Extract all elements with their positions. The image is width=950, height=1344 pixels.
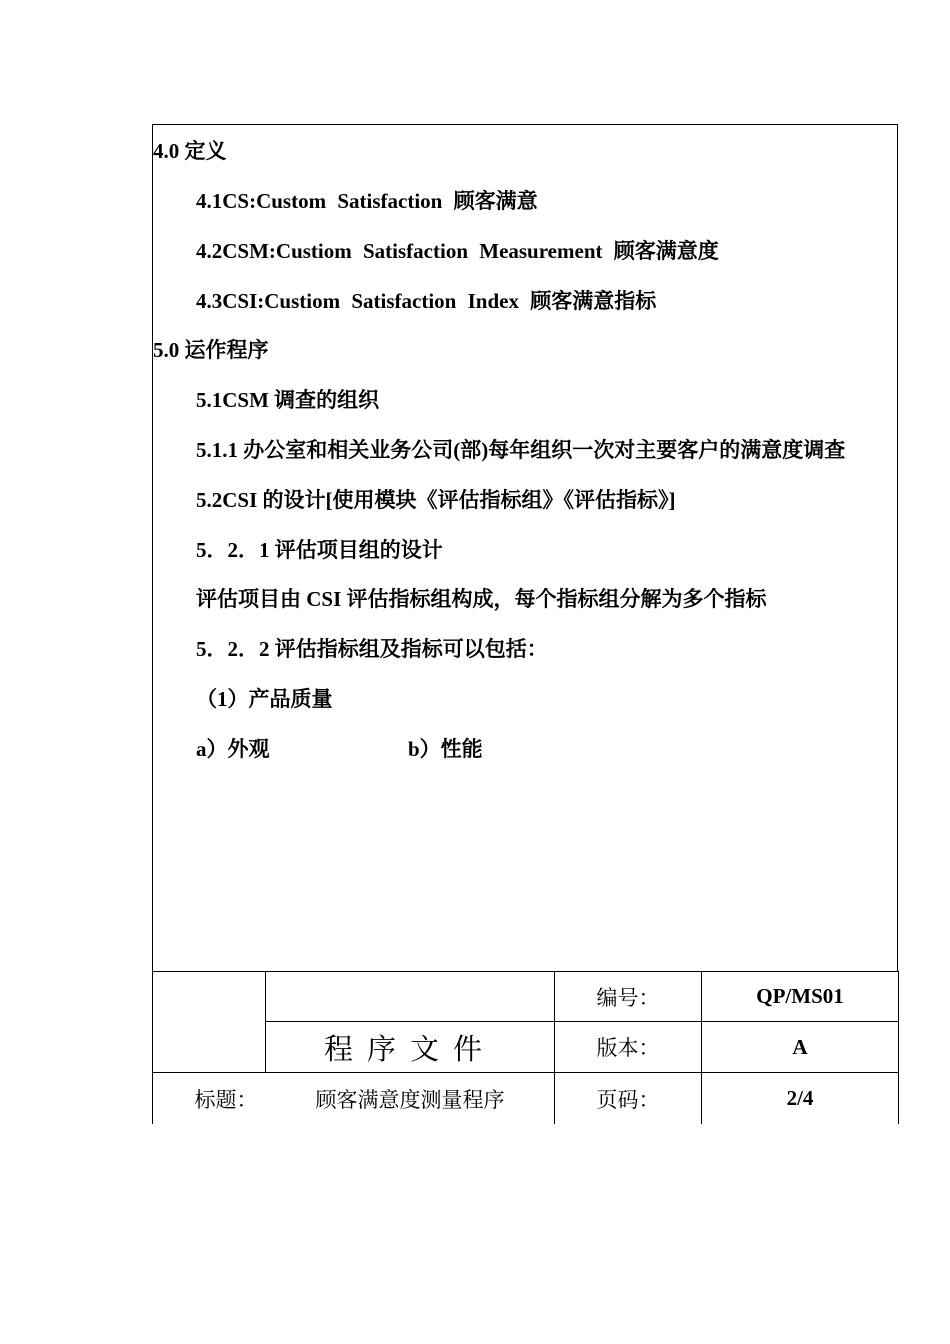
version-label: 版本： [596,1036,660,1060]
section-5-heading: 5.0 运作程序 [153,338,269,362]
section-4-heading: 4.0 定义 [153,139,227,163]
footer-right-border [898,971,899,1124]
section-5-1: 5.1CSM 调查的组织 [196,388,380,412]
definition-4-1: 4.1CS:Custom Satisfaction 顾客满意 [196,189,538,213]
definition-4-3: 4.3CSI:Custiom Satisfaction Index 顾客满意指标 [196,289,657,313]
section-5-2-1-body: 评估项目由 CSI 评估指标组构成，每个指标组分解为多个指标 [196,587,767,611]
code-label: 编号： [596,985,660,1010]
definition-4-2: 4.2CSM:Custiom Satisfaction Measurement 顾客满意度 [196,239,719,263]
code-value: QP/MS01 [756,984,844,1008]
section-5-2: 5.2CSI 的设计[使用模块《评估指标组》《评估指标》] [196,488,676,512]
title-value: 顾客满意度测量程序 [315,1087,505,1112]
item-performance: b）性能 [408,737,483,761]
item-product-quality: （1）产品质量 [196,687,333,711]
section-5-1-1: 5.1.1 办公室和相关业务公司(部)每年组织一次对主要客户的满意度调查 [196,438,846,462]
document-type-label: 程序文件 [323,1033,496,1066]
version-value: A [792,1034,808,1059]
document-footer-table [152,971,899,1124]
page-value: 2/4 [786,1086,814,1110]
section-5-2-1: 5．2．1 评估项目组的设计 [196,538,443,562]
section-5-2-2: 5．2．2 评估指标组及指标可以包括： [196,637,548,661]
title-label: 标题： [194,1087,258,1112]
page-label: 页码： [596,1087,660,1112]
item-appearance: a）外观 [196,737,270,761]
